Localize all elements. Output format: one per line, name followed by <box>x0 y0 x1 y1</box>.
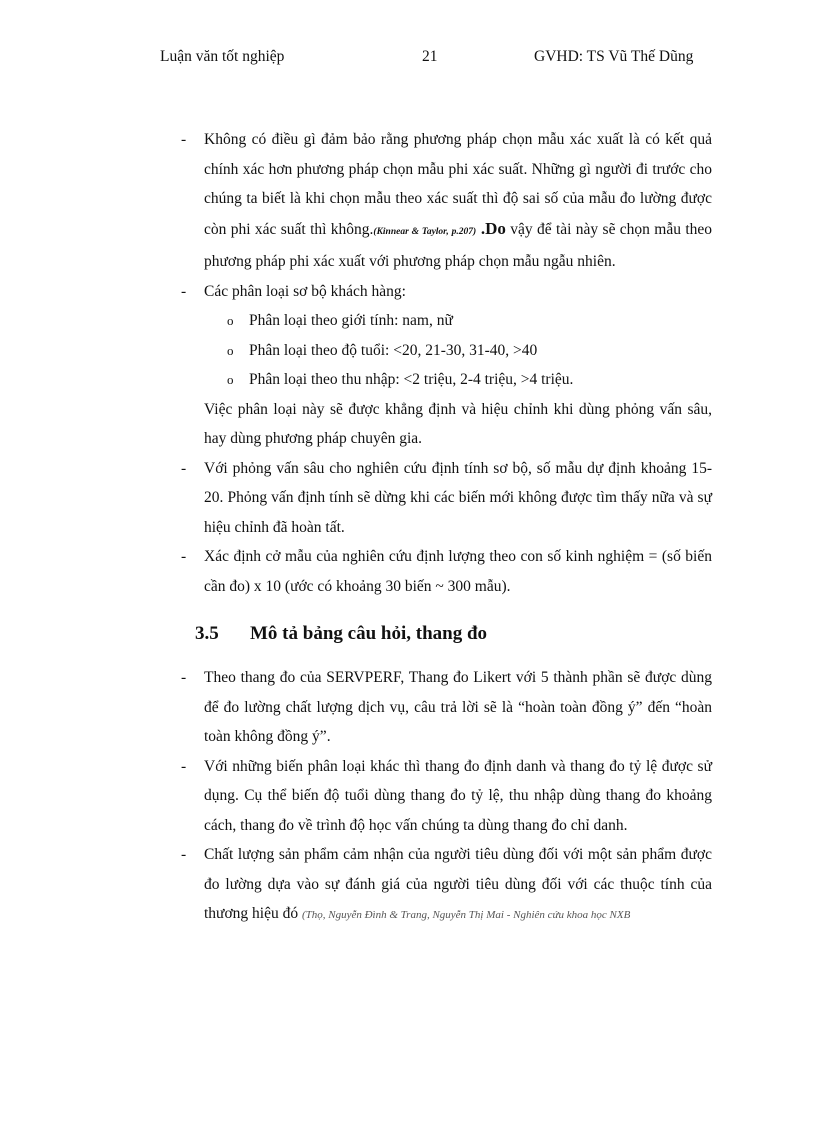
bullet-text: Xác định cở mẫu của nghiên cứu định lượng theo con số kinh nghiệm = (số biến cần đo) x 10 (ước có khoảng 30 biến ~ 300 mẫu). <box>204 548 712 595</box>
section-heading <box>0 613 816 663</box>
header-advisor: GVHD: TS Vũ Thế Dũng <box>534 48 694 65</box>
circle-bullet-icon: o <box>227 313 234 328</box>
page-number: 21 <box>422 48 438 65</box>
bullet-text: Chất lượng sản phẩm cảm nhận của người tiêu dùng đối với một sản phẩm được đo lường dựa vào sự đánh giá của người tiêu dùng đối với các thuộc tính của thương hiệu đó <box>204 846 712 922</box>
section-title: Mô tả bảng câu hỏi, thang đo <box>250 623 488 644</box>
citation: (Thọ, Nguyễn Đình & Trang, Nguyễn Thị Mai - Nghiên cứu khoa học NXB <box>301 909 631 921</box>
bullet-item-sample-size <box>181 542 712 601</box>
bullet-item-classification <box>181 277 712 307</box>
bullet-item-scales <box>181 752 712 841</box>
sub-item-text: Phân loại theo giới tính: nam, nữ <box>249 312 453 329</box>
bullet-text: Các phân loại sơ bộ khách hàng: <box>204 282 406 300</box>
page-header <box>0 48 816 70</box>
bullet-item-sampling <box>181 125 713 277</box>
sub-list-item <box>227 336 709 366</box>
bullet-dash: - <box>181 548 187 565</box>
sub-list-item <box>227 365 709 395</box>
bullet-text: Với những biến phân loại khác thì thang đo định danh và thang đo tỷ lệ được sử dụng. Cụ thể biến độ tuổi dùng thang đo tỷ lệ, thu nhập dùng thang đo khoảng cách, thang đo về trình độ học vấn chúng ta dùng thang đo chỉ danh. <box>204 757 712 834</box>
bullet-item-servperf <box>181 663 712 752</box>
bullet-dash: - <box>181 459 187 477</box>
sub-list-item <box>227 306 709 336</box>
bullet-text: Theo thang đo của SERVPERF, Thang đo Likert với 5 thành phần sẽ được dùng để đo lường chất lượng dịch vụ, câu trả lời sẽ là “hoàn toàn đồng ý” đến “hoàn toàn không đồng ý”. <box>204 669 712 745</box>
citation: (Kinnear & Taylor, p.207) <box>373 226 477 237</box>
bullet-item-quality <box>181 840 712 931</box>
bold-text: .Do <box>476 218 506 238</box>
bullet-text-tail: vậy để tài này sẽ chọn mẫu theo phương pháp phi xác xuất với phương pháp chọn mẫu ngẫu nhiên. <box>204 220 713 270</box>
bullet-dash: - <box>181 846 187 863</box>
circle-bullet-icon: o <box>227 342 234 358</box>
section-number: 3.5 <box>195 623 219 644</box>
bullet-dash: - <box>181 669 187 686</box>
bullet-dash: - <box>181 757 187 775</box>
bullet-text: Không có điều gì đảm bảo rằng phương pháp chọn mẫu xác xuất là có kết quả chính xác hơn phương pháp chọn mẫu phi xác suất. Những gì người đi trước cho chúng ta biết là khi chọn mẫu theo xác suất thì độ sai số của mẫu đo lường được còn phi xác suất thì không. <box>204 131 712 238</box>
bullet-text: Với phỏng vấn sâu cho nghiên cứu định tính sơ bộ, số mẫu dự định khoảng 15-20. Phỏng vấn định tính sẽ dừng khi các biến mới không được tìm thấy nữa và sự hiệu chỉnh đã hoàn tất. <box>204 459 712 536</box>
page-body <box>0 125 816 931</box>
header-thesis-label: Luận văn tốt nghiệp <box>160 48 285 65</box>
paragraph-note: Việc phân loại này sẽ được khẳng định và hiệu chỉnh khi dùng phỏng vấn sâu, hay dùng phương pháp chuyên gia. <box>204 400 712 447</box>
bullet-dash: - <box>181 131 187 148</box>
circle-bullet-icon: o <box>227 372 234 387</box>
sub-item-text: Phân loại theo độ tuổi: <20, 21-30, 31-40, >40 <box>249 341 538 359</box>
sub-item-text: Phân loại theo thu nhập: <2 triệu, 2-4 triệu, >4 triệu. <box>249 371 574 388</box>
bullet-item-interview <box>181 454 712 543</box>
bullet-dash: - <box>181 282 187 300</box>
